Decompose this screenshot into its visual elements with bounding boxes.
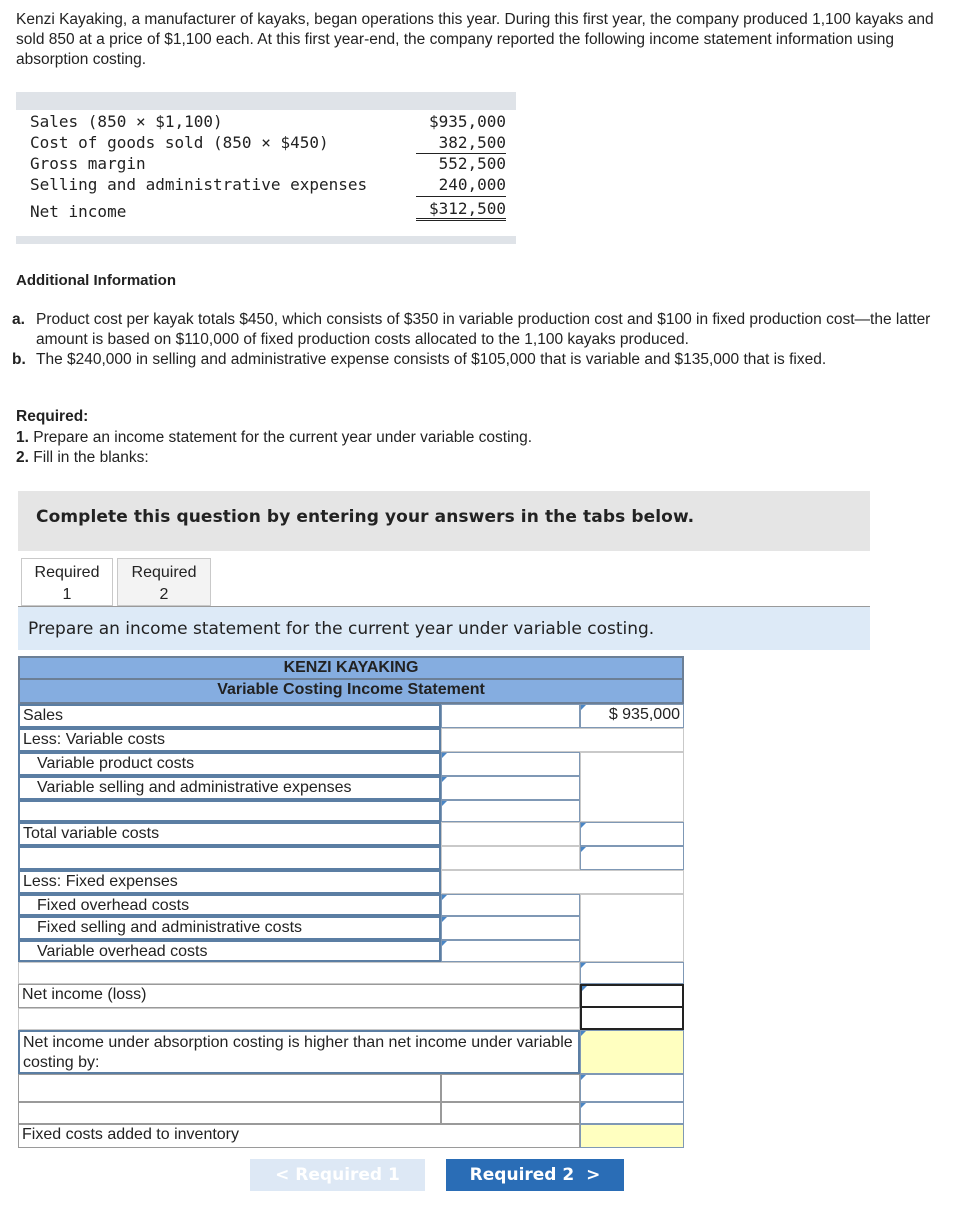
- given-gross-margin-label: Gross margin: [30, 154, 146, 173]
- tab-1-line1: Required: [34, 564, 100, 581]
- contribution-input[interactable]: [580, 846, 684, 870]
- given-selling-value: 240,000: [438, 175, 506, 194]
- problem-intro: Kenzi Kayaking, a manufacturer of kayaks, began operations this year. During this first year, the company produced 1,100 kayaks and sold 850 at a price of $1,100 each. At this first year-end, the company reported the following income statement information using absorption costing.: [16, 11, 934, 68]
- table-title-header: Variable Costing Income Statement: [18, 680, 684, 704]
- total-fixed-blank: [18, 962, 580, 984]
- instructions-banner: [18, 491, 870, 551]
- reconcile-input-1[interactable]: [580, 1074, 684, 1102]
- prev-button-label: Required 1: [295, 1165, 400, 1185]
- given-net-income-label: Net income: [30, 202, 127, 221]
- tab-2-line1: Required: [131, 564, 197, 581]
- variable-selling-input[interactable]: [441, 776, 580, 800]
- absorption-higher-label: Net income under absorption costing is higher than net income under variable costing by:: [18, 1030, 580, 1074]
- item-b-text: The $240,000 in selling and administrative expense consists of $105,000 that is variable and $135,000 that is fixed.: [36, 351, 827, 368]
- item-a-marker: a.: [12, 311, 25, 328]
- absorption-higher-input[interactable]: [580, 1030, 684, 1074]
- contribution-label-select[interactable]: [18, 846, 441, 870]
- fixed-costs-inventory-input[interactable]: [580, 1124, 684, 1148]
- additional-item-b: [12, 350, 948, 370]
- tab-instruction-bar: [18, 607, 870, 650]
- sales-label: Sales: [18, 704, 441, 728]
- variable-overhead-input[interactable]: [441, 940, 580, 962]
- required-2-text: Fill in the blanks:: [33, 449, 149, 466]
- variable-blank-label-select[interactable]: [18, 800, 441, 822]
- reconcile-label-2: [18, 1102, 441, 1124]
- instructions-text: Complete this question by entering your answers in the tabs below.: [36, 507, 695, 527]
- additional-info-title: Additional Information: [16, 272, 176, 289]
- total-variable-costs-label: Total variable costs: [18, 822, 441, 846]
- less-variable-blank: [441, 728, 684, 752]
- next-button-label: Required 2: [469, 1165, 575, 1185]
- tab-required-1[interactable]: [21, 558, 113, 606]
- chevron-right-icon: >: [574, 1165, 601, 1185]
- item-b-marker: b.: [12, 351, 26, 368]
- variable-costing-table: [18, 656, 684, 1148]
- reconcile-input-2[interactable]: [580, 1102, 684, 1124]
- sales-mid-cell: [441, 704, 580, 728]
- variable-selling-label: Variable selling and administrative expenses: [18, 776, 441, 800]
- item-a-text: Product cost per kayak totals $450, which consists of $350 in variable production cost and $100 in fixed production cost—the latter amount is based on $110,000 of fixed production costs allocated to the 1,100 kayaks produced.: [36, 311, 931, 348]
- net-income-input[interactable]: [580, 984, 684, 1008]
- given-cogs-value: 382,500: [438, 133, 506, 152]
- tab-instruction-text: Prepare an income statement for the current year under variable costing.: [28, 619, 655, 639]
- net-income-label: Net income (loss): [18, 984, 580, 1008]
- given-sales-label: Sales (850 × $1,100): [30, 112, 223, 131]
- required-item-1: [16, 428, 532, 448]
- required-title: Required:: [16, 408, 89, 425]
- fixed-costs-inventory-label: Fixed costs added to inventory: [18, 1124, 580, 1148]
- variable-right-blank: [580, 752, 684, 822]
- less-fixed-blank: [441, 870, 684, 894]
- reconcile-mid-2: [441, 1102, 580, 1124]
- given-gross-margin-value: 552,500: [416, 153, 506, 173]
- prev-button: [250, 1159, 425, 1191]
- absorption-statement: [16, 92, 516, 244]
- fixed-selling-label: Fixed selling and administrative costs: [18, 916, 441, 940]
- spacer-right: [580, 1008, 684, 1030]
- given-selling-label: Selling and administrative expenses: [30, 175, 368, 194]
- given-cogs-label: Cost of goods sold (850 × $450): [30, 133, 329, 152]
- chevron-left-icon: <: [275, 1165, 296, 1185]
- less-variable-label: Less: Variable costs: [18, 728, 441, 752]
- less-fixed-label: Less: Fixed expenses: [18, 870, 441, 894]
- next-button[interactable]: [446, 1159, 624, 1191]
- statement-top-bar: [16, 92, 516, 110]
- fixed-overhead-input[interactable]: [441, 894, 580, 916]
- table-company-header: KENZI KAYAKING: [18, 656, 684, 680]
- sales-amount[interactable]: $ 935,000: [580, 704, 684, 728]
- variable-overhead-label: Variable overhead costs: [18, 940, 441, 962]
- spacer-row: [18, 1008, 580, 1030]
- reconcile-mid-1: [441, 1074, 580, 1102]
- required-1-text: Prepare an income statement for the current year under variable costing.: [33, 429, 533, 446]
- fixed-overhead-label: Fixed overhead costs: [18, 894, 441, 916]
- tab-2-line2: 2: [159, 586, 169, 603]
- given-net-income-value: $312,500: [416, 196, 506, 221]
- required-2-num: 2.: [16, 449, 29, 466]
- variable-product-costs-label: Variable product costs: [18, 752, 441, 776]
- required-1-num: 1.: [16, 429, 29, 446]
- total-variable-costs-input[interactable]: [580, 822, 684, 846]
- tab-1-line2: 1: [62, 586, 72, 603]
- variable-product-costs-input[interactable]: [441, 752, 580, 776]
- required-item-2: [16, 448, 149, 468]
- statement-bottom-bar: [16, 236, 516, 244]
- additional-item-a: [12, 310, 948, 350]
- tab-required-2[interactable]: [117, 558, 211, 606]
- fixed-right-blank: [580, 894, 684, 962]
- given-sales-value: $935,000: [428, 112, 506, 131]
- reconcile-label-1: [18, 1074, 441, 1102]
- total-fixed-input[interactable]: [580, 962, 684, 984]
- contribution-mid-blank: [441, 846, 580, 870]
- fixed-selling-input[interactable]: [441, 916, 580, 940]
- variable-blank-input[interactable]: [441, 800, 580, 822]
- total-variable-mid-blank: [441, 822, 580, 846]
